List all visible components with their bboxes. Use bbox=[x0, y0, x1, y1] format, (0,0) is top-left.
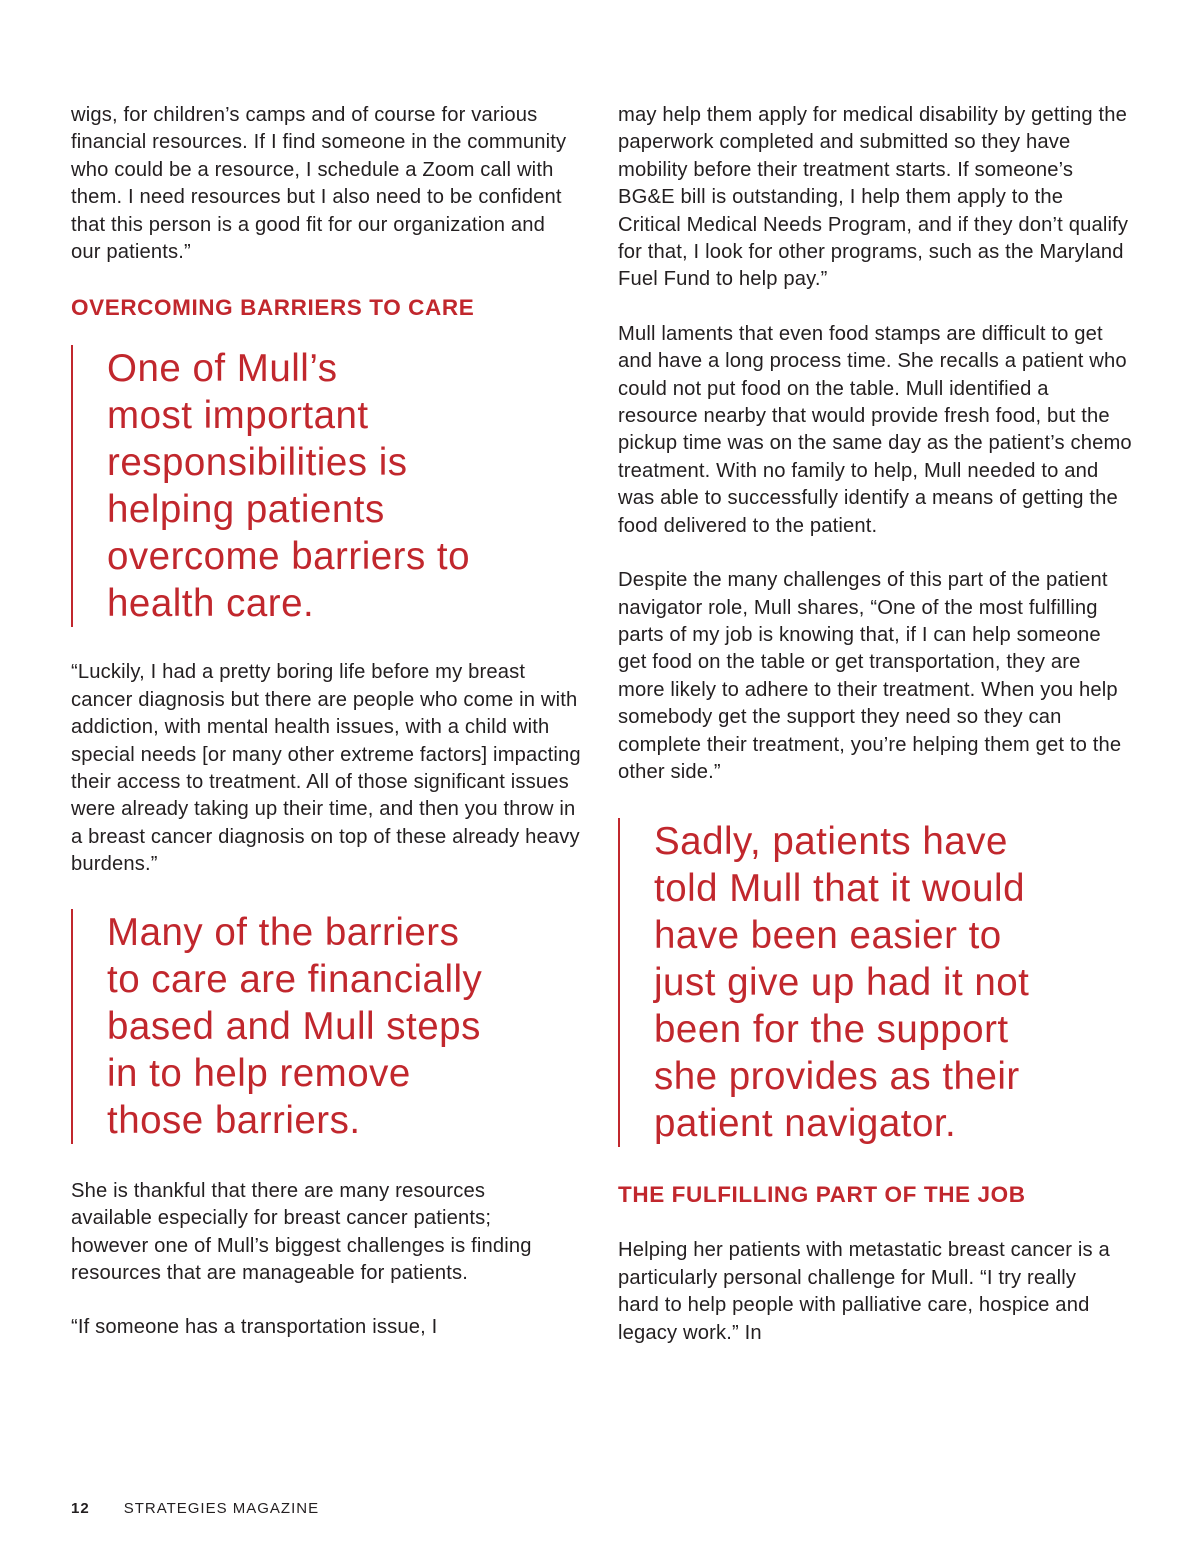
left-paragraph-2: “Luckily, I had a pretty boring life before my breast cancer diagnosis but there are people who come in with addiction, with mental health issues, with a child with special needs [or many other extreme factors] impacting their access to treatment. All of those significant issues were already taking up their time, and then you throw in a breast cancer diagnosis on top of these already heavy burdens.” bbox=[71, 661, 581, 876]
section-heading-overcoming-barriers: OVERCOMING BARRIERS TO CARE bbox=[71, 295, 475, 321]
pull-quote-responsibilities: One of Mull’s most important responsibilities is helping patients overcome barriers to health care. bbox=[71, 345, 583, 627]
right-paragraph-3: Despite the many challenges of this part of the patient navigator role, Mull shares, “One of the most fulfilling parts of my job is knowing that, if I can help someone get food on the table or get transportation, they are more likely to adhere to their treatment. When you help somebody get the support they need so they can complete their treatment, you’re helping them get to the other side.” bbox=[618, 569, 1122, 783]
right-column bbox=[618, 102, 1130, 1347]
pull-quote-patient-navigator: Sadly, patients have told Mull that it would have been easier to just give up had it not been for the support she provides as their patient navigator. bbox=[618, 818, 1130, 1147]
page-number: 12 bbox=[71, 1500, 90, 1517]
right-paragraph-2: Mull laments that even food stamps are difficult to get and have a long process time. She recalls a patient who could not put food on the table. Mull identified a resource nearby that would provide fresh food, but the pickup time was on the same day as the patient’s chemo treatment. With no family to help, Mull needed to and was able to successfully identify a means of getting the food delivered to the patient. bbox=[618, 322, 1132, 537]
left-paragraph-3: She is thankful that there are many resources available especially for breast cancer patients; however one of Mull’s biggest challenges is finding resources that are manageable for patients. bbox=[71, 1179, 532, 1284]
right-paragraph-1: may help them apply for medical disability by getting the paperwork completed and submitted so they have mobility before their treatment starts. If someone’s BG&E bill is outstanding, I help them apply to the Critical Medical Needs Program, and if they don’t qualify for that, I look for other programs, such as the Maryland Fuel Fund to help pay.” bbox=[618, 104, 1129, 291]
section-heading-fulfilling-part: THE FULFILLING PART OF THE JOB bbox=[618, 1182, 1026, 1208]
left-column bbox=[71, 102, 583, 1342]
left-paragraph-1: wigs, for children’s camps and of course for various financial resources. If I find someone in the community who could be a resource, I schedule a Zoom call with them. I need resources but I also need to be confident that this person is a good fit for our organization and our patients.” bbox=[71, 104, 567, 264]
right-paragraph-4: Helping her patients with metastatic breast cancer is a particularly personal challenge for Mull. “I try really hard to help people with palliative care, hospice and legacy work.” In bbox=[618, 1239, 1110, 1344]
publication-name: STRATEGIES MAGAZINE bbox=[123, 1500, 320, 1517]
left-paragraph-4: “If someone has a transportation issue, I bbox=[71, 1316, 438, 1339]
page-footer bbox=[71, 1500, 319, 1517]
pull-quote-financial-barriers: Many of the barriers to care are financially based and Mull steps in to help remove those barriers. bbox=[71, 909, 583, 1144]
